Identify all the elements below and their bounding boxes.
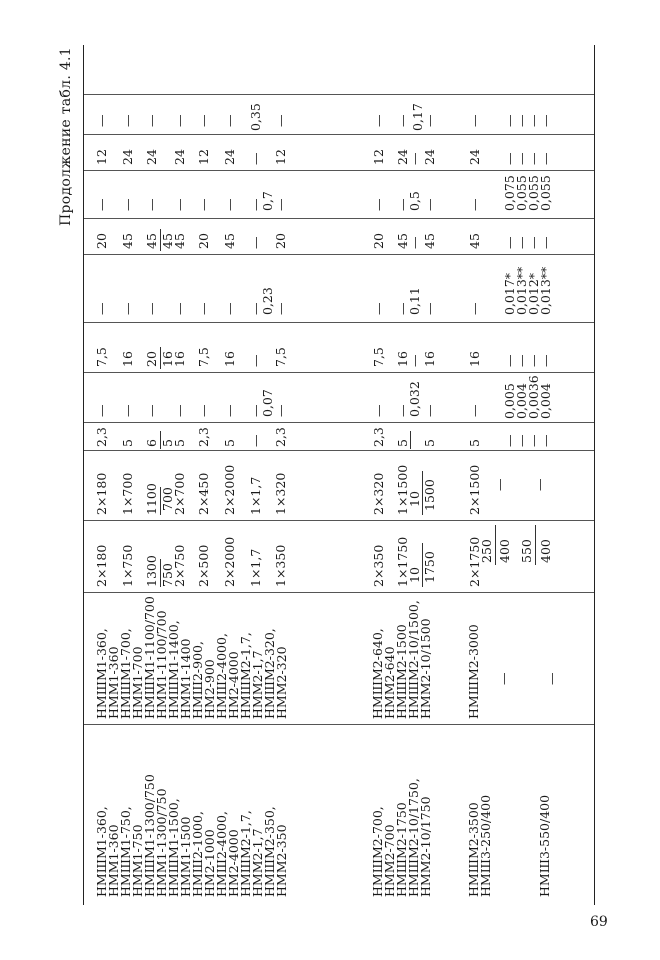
table-cell: 24: [467, 149, 482, 165]
table-cell: —: [514, 114, 529, 127]
table-cell: —: [371, 198, 386, 211]
table-cell: 16: [467, 351, 482, 367]
table-cell: —: [407, 354, 422, 367]
table-cell: —: [144, 114, 159, 127]
table-cell: 5: [467, 439, 482, 447]
table-cell: 12: [196, 149, 211, 165]
table-cell: —: [94, 404, 109, 417]
table-cell: НМШМ2-3000: [466, 624, 481, 719]
table-cell: —: [395, 302, 410, 315]
table-cell: 5: [160, 439, 175, 447]
table-cell: —: [196, 302, 211, 315]
table-cell: —: [544, 672, 559, 685]
table-cell: —: [172, 404, 187, 417]
table-cell: —: [467, 114, 482, 127]
table-cell: 0,11: [407, 287, 422, 315]
table-cell: —: [172, 114, 187, 127]
table-cell: —: [120, 302, 135, 315]
table-cell: —: [248, 236, 263, 249]
table-cell: 10: [407, 491, 422, 507]
table-cell: НМШМ1-1100/700: [142, 596, 157, 719]
table-cell: —: [371, 114, 386, 127]
table-cell: 45: [422, 233, 437, 249]
table-cell: 20: [196, 233, 211, 249]
table-cell: 1300: [144, 555, 159, 587]
table-cell: НММ1-1300/750: [154, 788, 169, 897]
table-cell: —: [273, 302, 288, 315]
table-cell: 0,055: [514, 175, 529, 211]
table-cell: —: [514, 152, 529, 165]
table-cell: 1×350: [273, 544, 288, 587]
table-caption: Продолжение табл. 4.1: [58, 47, 74, 226]
table-cell: —: [514, 434, 529, 447]
table-cell: —: [538, 114, 553, 127]
table-cell: НММ2-10/1750: [418, 796, 433, 897]
table-cell: —: [94, 302, 109, 315]
table-cell: —: [248, 152, 263, 165]
table-cell: 0,055: [538, 175, 553, 211]
table-cell: 1750: [422, 551, 437, 583]
table-cell: 24: [172, 149, 187, 165]
table-cell: 16: [160, 351, 175, 367]
table-cell: 0,23: [260, 287, 275, 315]
table-cell: 45: [172, 233, 187, 249]
table-cell: 2×1750: [467, 536, 482, 587]
table-cell: 0,005: [502, 383, 517, 419]
table-cell: 6: [144, 439, 159, 447]
table-cell: 45: [120, 233, 135, 249]
table-cell: НММ2-1,7: [250, 828, 265, 897]
table-cell: 24: [395, 149, 410, 165]
table-cell: 250: [479, 539, 494, 563]
table-cell: 45: [395, 233, 410, 249]
table-cell: НММ1-750: [130, 824, 145, 897]
table-cell: 0,017*: [502, 272, 517, 315]
table-cell: НМШМ1-360,: [94, 806, 109, 897]
table-cell: НМШМ1-1400,: [166, 620, 181, 719]
table-cell: —: [222, 302, 237, 315]
table-cell: —: [196, 114, 211, 127]
table-cell: НМШМ2-350,: [262, 806, 277, 897]
table-cell: 0,0036: [526, 375, 541, 419]
table-cell: НММ1-700: [130, 646, 145, 719]
table-cell: 0,075: [502, 175, 517, 211]
table-cell: НМШМ1-360,: [94, 628, 109, 719]
table-cell: —: [526, 354, 541, 367]
table-cell: НМШ3-550/400: [537, 794, 552, 897]
table-cell: 2,3: [273, 427, 288, 447]
table-cell: НМШМ2-10/1750,: [406, 778, 421, 897]
table-cell: —: [144, 302, 159, 315]
table-cell: 2×320: [371, 472, 386, 515]
table-cell: 16: [395, 351, 410, 367]
table-cell: —: [196, 404, 211, 417]
table-cell: 400: [538, 539, 553, 563]
table-cell: 7,5: [94, 347, 109, 367]
table-cell: —: [196, 198, 211, 211]
table-cell: 400: [497, 539, 512, 563]
table-cell: НМШМ2-320,: [262, 628, 277, 719]
table-cell: НМ2-900: [202, 659, 217, 719]
table-cell: —: [273, 198, 288, 211]
table-cell: —: [496, 672, 511, 685]
table-cell: 1×700: [120, 472, 135, 515]
table-cell: 1×1750: [395, 536, 410, 587]
table-cell: —: [422, 302, 437, 315]
table-cell: 7,5: [371, 347, 386, 367]
page-number: 69: [590, 914, 608, 930]
table-cell: —: [467, 302, 482, 315]
table-cell: 2×2000: [222, 536, 237, 587]
table-cell: НМШМ2-700,: [370, 806, 385, 897]
table-cell: НМШ2-4000,: [214, 811, 229, 897]
table-cell: 0,004: [514, 383, 529, 419]
table-cell: —: [222, 114, 237, 127]
table-cell: —: [502, 354, 517, 367]
table-cell: 2×750: [172, 544, 187, 587]
table-cell: 16: [172, 351, 187, 367]
table-cell: 10: [407, 567, 422, 583]
table-cell: 12: [371, 149, 386, 165]
table-cell: —: [514, 236, 529, 249]
table-cell: НМШМ2-3500: [466, 802, 481, 897]
table-cell: 12: [94, 149, 109, 165]
table-cell: 0,07: [260, 389, 275, 417]
table-cell: 24: [144, 149, 159, 165]
table-cell: —: [422, 198, 437, 211]
table-cell: НММ1-360: [106, 646, 121, 719]
table-cell: —: [538, 152, 553, 165]
table-cell: 1×1,7: [248, 548, 263, 587]
table-cell: —: [502, 114, 517, 127]
table-cell: НМШМ2-10/1500,: [406, 600, 421, 719]
table-cell: —: [248, 434, 263, 447]
table-cell: —: [144, 198, 159, 211]
table-cell: НММ1-1100/700: [154, 610, 169, 719]
table-cell: НММ2-10/1500: [418, 618, 433, 719]
table-cell: 45: [160, 233, 175, 249]
table-cell: —: [538, 354, 553, 367]
table-cell: —: [120, 404, 135, 417]
table-cell: 20: [94, 233, 109, 249]
table-cell: 700: [160, 487, 175, 511]
table-cell: 7,5: [273, 347, 288, 367]
table-cell: 2,3: [371, 427, 386, 447]
table-cell: —: [395, 198, 410, 211]
table-cell: —: [395, 404, 410, 417]
table-cell: —: [502, 434, 517, 447]
table-cell: 20: [144, 351, 159, 367]
table-cell: 0,032: [407, 381, 422, 417]
table-cell: —: [514, 354, 529, 367]
table-cell: 1×1500: [395, 464, 410, 515]
table-cell: 45: [467, 233, 482, 249]
table-cell: —: [248, 302, 263, 315]
table-cell: —: [222, 404, 237, 417]
table-cell: НМШМ2-1500: [394, 624, 409, 719]
data-table-extra: [83, 45, 593, 905]
table-cell: —: [371, 404, 386, 417]
table-cell: 1500: [422, 479, 437, 511]
table-cell: НМШМ2-1750: [394, 802, 409, 897]
table-cell: 24: [222, 149, 237, 165]
table-cell: —: [492, 478, 507, 491]
table-cell: —: [273, 114, 288, 127]
table-cell: НММ2-350: [274, 824, 289, 897]
table-cell: —: [526, 152, 541, 165]
table-cell: 5: [172, 439, 187, 447]
table-cell: НМШ2-900,: [190, 641, 205, 719]
table-cell: —: [395, 114, 410, 127]
table-cell: 1×1,7: [248, 476, 263, 515]
table-cell: 45: [144, 233, 159, 249]
table-cell: 2×350: [371, 544, 386, 587]
table-cell: 2×700: [172, 472, 187, 515]
table-cell: —: [248, 198, 263, 211]
table-cell: НММ1-1500: [178, 816, 193, 897]
table-cell: 1100: [144, 483, 159, 515]
table-cell: 2×180: [94, 472, 109, 515]
table-cell: 0,012*: [526, 272, 541, 315]
table-cell: 1×320: [273, 472, 288, 515]
table-cell: —: [407, 236, 422, 249]
table-cell: —: [94, 198, 109, 211]
table-cell: —: [172, 198, 187, 211]
table-cell: 7,5: [196, 347, 211, 367]
table-cell: 5: [422, 439, 437, 447]
table-cell: НММ1-1400: [178, 638, 193, 719]
table-cell: —: [532, 478, 547, 491]
table-cell: —: [172, 302, 187, 315]
table-cell: НММ2-1,7: [250, 650, 265, 719]
table-cell: НМ2-4000: [226, 829, 241, 897]
table-cell: 2×1500: [467, 464, 482, 515]
table-cell: 24: [120, 149, 135, 165]
table-cell: —: [502, 236, 517, 249]
table-cell: 0,35: [248, 103, 263, 131]
table-cell: —: [538, 434, 553, 447]
table-cell: НММ1-360: [106, 824, 121, 897]
table-cell: —: [248, 354, 263, 367]
table-cell: 2×180: [94, 544, 109, 587]
table-cell: 2,3: [196, 427, 211, 447]
table-cell: —: [467, 198, 482, 211]
table-cell: —: [371, 302, 386, 315]
table-cell: НМ2-1000: [202, 829, 217, 897]
table-cell: —: [526, 434, 541, 447]
table-cell: 2×500: [196, 544, 211, 587]
table-cell: —: [502, 152, 517, 165]
table-cell: —: [407, 152, 422, 165]
table-cell: —: [273, 404, 288, 417]
table-cell: 0,17: [410, 103, 425, 131]
rotated-table-block-extra: [50, 35, 610, 905]
table-cell: 750: [160, 563, 175, 587]
table-cell: 16: [422, 351, 437, 367]
table-cell: НММ2-640: [382, 646, 397, 719]
table-cell: 20: [371, 233, 386, 249]
table-cell: —: [120, 198, 135, 211]
table-cell: —: [538, 236, 553, 249]
table-cell: 16: [120, 351, 135, 367]
table-cell: 2,3: [94, 427, 109, 447]
table-cell: 24: [422, 149, 437, 165]
table-cell: НМ2-4000: [226, 651, 241, 719]
table-cell: —: [422, 404, 437, 417]
table-cell: 0,013**: [514, 266, 529, 315]
table-cell: 16: [222, 351, 237, 367]
table-cell: 5: [395, 439, 410, 447]
table-cell: —: [526, 236, 541, 249]
table-cell: НМШМ1-1300/750: [142, 774, 157, 897]
table-cell: 0,7: [260, 191, 275, 211]
table-cell: 20: [273, 233, 288, 249]
table-cell: НМШМ1-1500,: [166, 798, 181, 897]
table-cell: НММ2-700: [382, 824, 397, 897]
table-cell: —: [422, 114, 437, 127]
table-cell: —: [94, 114, 109, 127]
table-cell: НМШМ1-700,: [118, 628, 133, 719]
table-cell: НМШМ2-640,: [370, 628, 385, 719]
table-cell: 0,5: [407, 191, 422, 211]
table-cell: 5: [120, 439, 135, 447]
table-cell: 5: [222, 439, 237, 447]
table-cell: —: [222, 198, 237, 211]
table-cell: НМШМ1-750,: [118, 806, 133, 897]
table-cell: 1×750: [120, 544, 135, 587]
table-cell: 0,013**: [538, 266, 553, 315]
table-cell: —: [144, 404, 159, 417]
table-cell: 12: [273, 149, 288, 165]
table-cell: —: [467, 404, 482, 417]
table-cell: 550: [519, 539, 534, 563]
table-cell: 2×2000: [222, 464, 237, 515]
table-cell: 2×450: [196, 472, 211, 515]
table-cell: —: [526, 114, 541, 127]
table-cell: НМШ3-250/400: [478, 794, 493, 897]
table-cell: НМШ2-1000,: [190, 811, 205, 897]
table-cell: НММ2-320: [274, 646, 289, 719]
table-cell: НМШМ2-1,7,: [238, 632, 253, 719]
table-cell: 0,004: [538, 383, 553, 419]
table-cell: НМШ2-4000,: [214, 633, 229, 719]
table-cell: НМШМ2-1,7,: [238, 810, 253, 897]
table-cell: 0,055: [526, 175, 541, 211]
table-cell: —: [120, 114, 135, 127]
table-cell: 45: [222, 233, 237, 249]
table-cell: —: [248, 404, 263, 417]
